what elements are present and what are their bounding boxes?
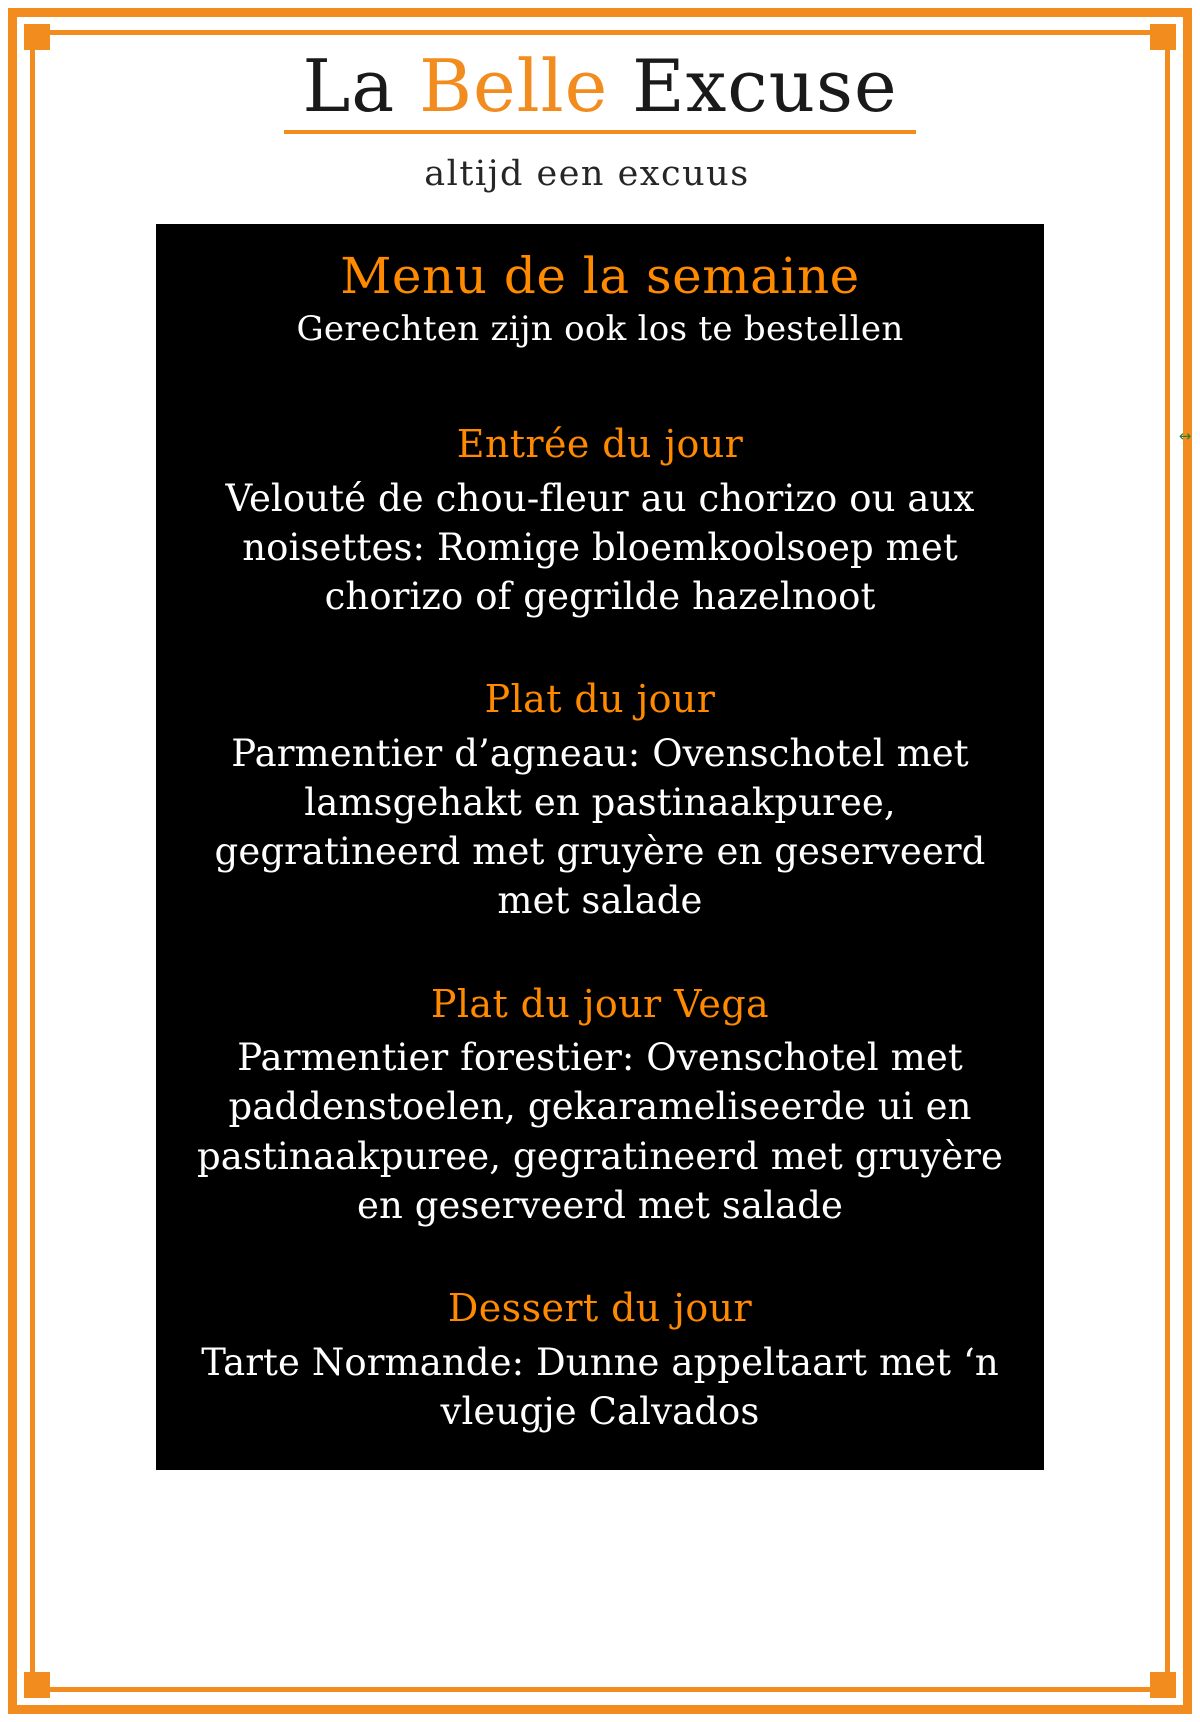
course-description: Parmentier d’agneau: Ovenschotel met lamsgehakt en pastinaakpuree, gegratineerd met gruyère en geserveerd met salade (214, 731, 986, 923)
course-plat-du-jour-vega (186, 982, 1014, 1230)
resize-handle-icon[interactable]: ↔ (1178, 427, 1192, 445)
brand-tagline: altijd een excuus (424, 153, 750, 194)
poster-content (46, 46, 1154, 1676)
course-description: Tarte Normande: Dunne appeltaart met ‘n vleugje Calvados (201, 1340, 999, 1433)
course-title: Plat du jour Vega (430, 981, 770, 1026)
brand-word-belle: Belle (419, 44, 609, 128)
course-entree (186, 422, 1014, 621)
course-dessert (186, 1286, 1014, 1436)
brand-word-excuse: Excuse (608, 44, 898, 128)
menu-panel (156, 224, 1044, 1470)
menu-subheading: Gerechten zijn ook los te bestellen (296, 309, 904, 350)
brand-word-la: La (302, 44, 420, 128)
masthead (46, 46, 1154, 194)
course-description: Velouté de chou-fleur au chorizo ou aux noisettes: Romige bloemkoolsoep met chorizo of gegrilde hazelnoot (225, 476, 975, 619)
course-title: Dessert du jour (447, 1286, 753, 1331)
menu-heading: Menu de la semaine (340, 246, 860, 305)
course-title: Entrée du jour (456, 422, 744, 467)
course-description: Parmentier forestier: Ovenschotel met paddenstoelen, gekarameliseerde ui en pastinaakpuree, gegratineerd met gruyère en geserveerd met salade (197, 1036, 1003, 1227)
restaurant-name (284, 44, 915, 134)
course-title: Plat du jour (484, 677, 716, 722)
course-plat-du-jour (186, 677, 1014, 925)
